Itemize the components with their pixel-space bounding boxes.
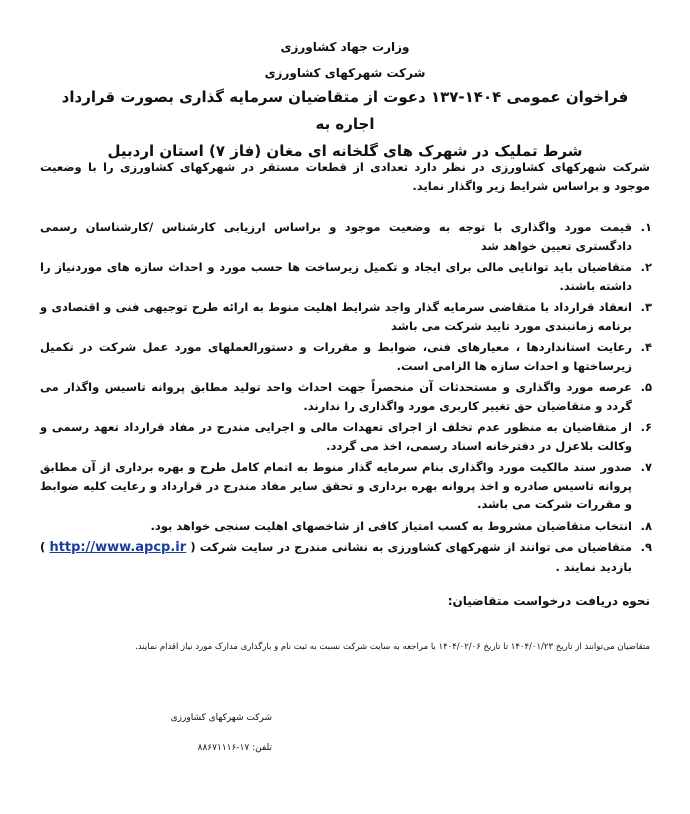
title-line-2: شرط تملیک در شهرک های گلخانه ای مغان (فاز ۷) استان اردبیل [107, 142, 583, 160]
item-text: از متقاضیان به منظور عدم تخلف از اجرای تعهدات مالی و اجرایی مندرج در مفاد قرارداد تعهد رسمی و وکالت بلاعزل در دفترخانه اسناد رسمی، اخذ می گردد. [40, 420, 632, 453]
item-text-before-link: متقاضیان می توانند از شهرکهای کشاورزی به نشانی مندرج در سایت شرکت ( [190, 540, 632, 554]
list-item [40, 538, 652, 576]
list-item [40, 338, 652, 375]
document-header [0, 34, 690, 86]
announcement-title [40, 84, 650, 165]
item-text: صدور سند مالکیت مورد واگذاری بنام سرمایه گذار منوط به اتمام کامل طرح و بهره برداری از آن مطابق پروانه تاسیس صادره و اخذ پروانه بهره برداری و تحقق سایر مفاد مندرج در قرارداد و رعایت کلیه ضوابط و مقررات شرکت می باشد. [40, 460, 632, 511]
item-number: ۵. [640, 380, 652, 394]
intro-paragraph: شرکت شهرکهای کشاورزی در نظر دارد تعدادی از قطعات مستقر در شهرکهای کشاورزی را با وضعیت موجود و براساس شرایط زیر واگذار نماید. [40, 160, 650, 193]
section-title: نحوه دریافت درخواست متقاضیان: [447, 594, 650, 608]
list-item [40, 458, 652, 514]
list-item [40, 418, 652, 455]
item-number: ۹. [640, 540, 652, 554]
list-item [40, 298, 652, 335]
item-text [40, 538, 632, 576]
item-number: ۴. [640, 340, 652, 354]
item-text: انتخاب متقاضیان مشروط به کسب امتیاز کافی از شاخصهای اهلیت سنجی خواهد بود. [150, 518, 632, 533]
item-number: ۶. [640, 420, 652, 434]
footer-company: شرکت شهرکهای کشاورزی [170, 713, 272, 723]
title-line-1: فراخوان عمومی ۱۴۰۴-۱۳۷ دعوت از متقاضیان سرمایه گذاری بصورت قرارداد اجاره به [61, 88, 629, 133]
item-text: متقاضیان باید توانایی مالی برای ایجاد و تکمیل زیرساخت ها حسب مورد و احداث سازه های موردنیاز را داشته باشند. [40, 260, 632, 293]
list-item [40, 378, 652, 415]
item-number: ۸. [640, 518, 652, 533]
item-text: رعایت استانداردها ، معیارهای فنی، ضوابط و مقررات و دستورالعملهای مورد عمل شرکت در تکمیل زیرساختها و احداث سازه ها الزامی است. [40, 340, 632, 373]
ministry-name: وزارت جهاد کشاورزی [280, 40, 410, 54]
list-item [40, 218, 652, 255]
item-text: قیمت مورد واگذاری با توجه به وضعیت موجود و براساس ارزیابی کارشناس /کارشناسان رسمی دادگستری تعیین خواهد شد [40, 220, 632, 253]
list-item [40, 258, 652, 295]
item-number: ۷. [640, 460, 652, 474]
conditions-list [40, 218, 652, 579]
footer-phone: تلفن: ۱۷-۸۸۶۷۱۱۱۶ [197, 743, 272, 753]
item-number: ۳. [640, 300, 652, 314]
item-text: انعقاد قرارداد با متقاضی سرمایه گذار واجد شرایط اهلیت منوط به ارائه طرح توجیهی فنی و اقتصادی و برنامه زمانبندی مورد تایید شرکت می باشد [40, 300, 632, 333]
item-text-after-link: ) بازدید نمایند . [40, 540, 632, 574]
company-name: شرکت شهرکهای کشاورزی [264, 66, 426, 80]
website-link[interactable]: http://www.apcp.ir [49, 540, 187, 555]
list-item [40, 517, 652, 536]
registration-notice: متقاضیان می‌توانند از تاریخ ۱۴۰۴/۰۱/۲۳ تا تاریخ ۱۴۰۴/۰۲/۰۶ با مراجعه به سایت شرکت نسبت به ثبت نام و بارگذاری مدارک مورد نیاز اقدام نمایند. [135, 642, 650, 652]
item-text: عرصه مورد واگذاری و مستحدثات آن منحصراً جهت احداث واحد تولید مطابق پروانه تاسیس واگذار می گردد و متقاضیان حق تغییر کاربری مورد واگذاری را ندارند. [40, 380, 632, 413]
item-number: ۱. [640, 220, 652, 234]
item-number: ۲. [640, 260, 652, 274]
